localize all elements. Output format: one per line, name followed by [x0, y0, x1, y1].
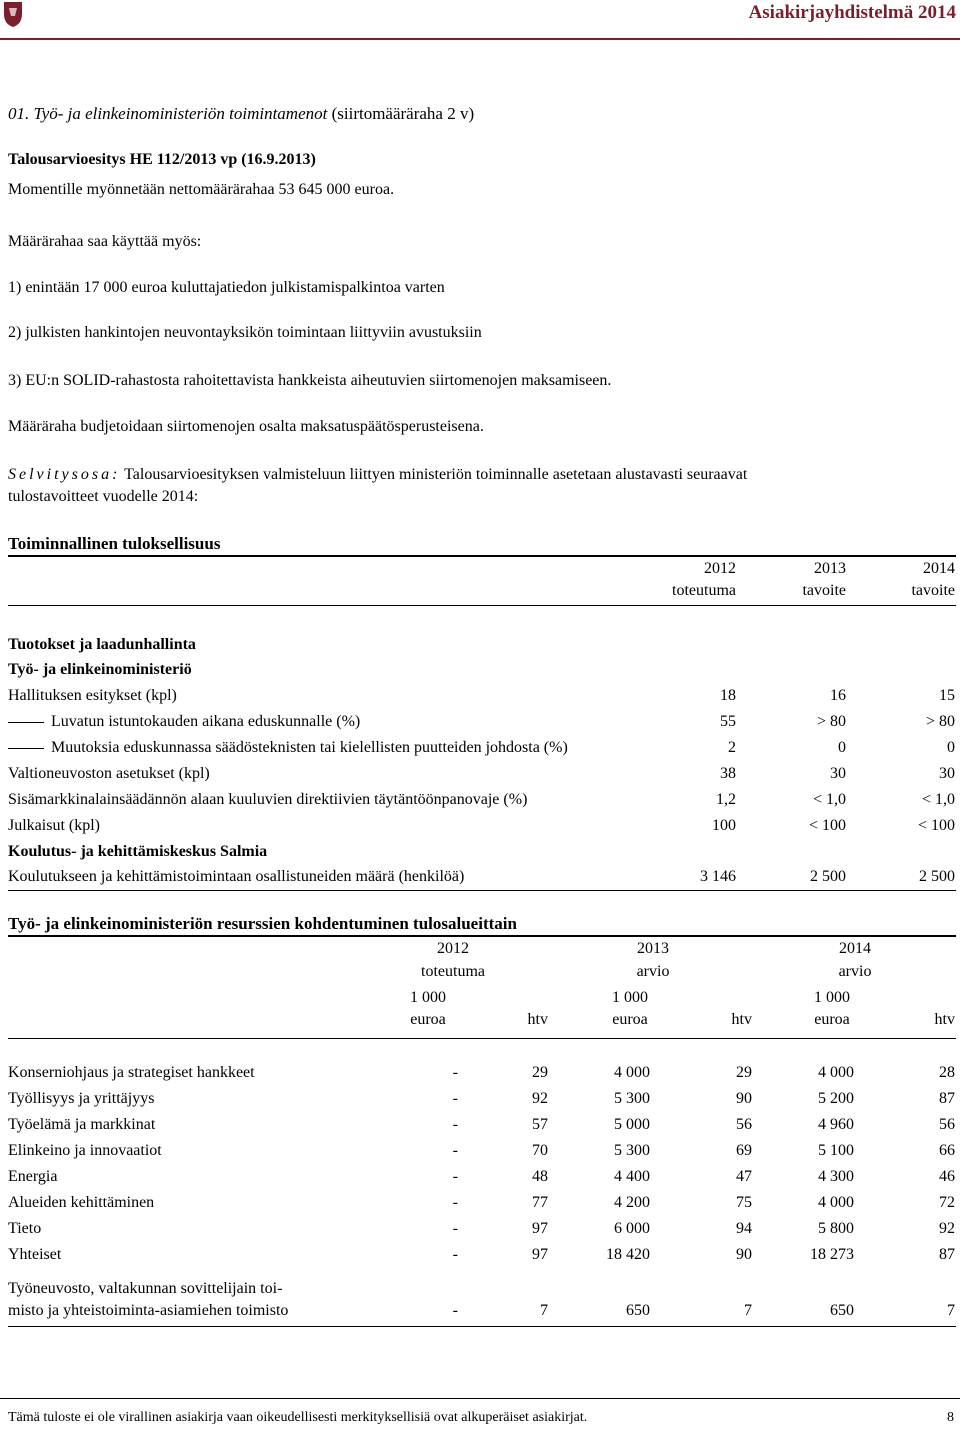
table1-col2-label: tavoite	[802, 582, 846, 599]
table-cell: -	[452, 1194, 458, 1211]
table-cell: 4 000	[818, 1064, 854, 1081]
table-cell: 5 200	[818, 1090, 854, 1107]
table-row-label: Julkaisut (kpl)	[8, 817, 100, 834]
table-cell: 29	[736, 1064, 752, 1081]
table-cell: 4 400	[614, 1168, 650, 1185]
unit-htv: htv	[731, 1011, 752, 1028]
selvitys-text-cont: tulostavoitteet vuodelle 2014:	[8, 488, 199, 505]
table-cell: 18	[720, 687, 736, 704]
table2-year-label: arvio	[838, 963, 872, 980]
table-row-label: Luvatun istuntokauden aikana eduskunnalle (%)	[8, 713, 360, 731]
table-cell: 5 300	[614, 1090, 650, 1107]
page-number: 8	[947, 1410, 954, 1425]
table-cell: 7	[540, 1302, 548, 1319]
table-cell: 100	[712, 817, 736, 834]
section-heading	[8, 104, 474, 124]
table2-bottom-rule	[8, 1326, 956, 1327]
table-cell: 4 300	[818, 1168, 854, 1185]
selvitys-label: Selvitysosa:	[8, 466, 121, 483]
table1-col3-year: 2014	[923, 560, 955, 577]
table-cell: 0	[838, 739, 846, 756]
table-cell: 56	[736, 1116, 752, 1133]
table-cell: 2 500	[919, 868, 955, 885]
table-cell: 4 200	[614, 1194, 650, 1211]
paragraph: 2) julkisten hankintojen neuvontayksikön toimintaan liittyviin avustuksiin	[8, 324, 482, 341]
table-cell: -	[452, 1116, 458, 1133]
table-cell: 16	[830, 687, 846, 704]
table2-header-rule	[8, 1038, 956, 1039]
table-cell: 4 000	[818, 1194, 854, 1211]
table2-year: 2013	[637, 940, 669, 957]
table-row-label: Elinkeino ja innovaatiot	[8, 1142, 162, 1159]
table-cell: 69	[736, 1142, 752, 1159]
table-cell: 66	[939, 1142, 955, 1159]
table-cell: < 1,0	[921, 791, 955, 808]
table2-year: 2014	[839, 940, 871, 957]
unit-euro: euroa	[410, 1011, 446, 1028]
table-cell: 6 000	[614, 1220, 650, 1237]
table-row-label: Hallituksen esitykset (kpl)	[8, 687, 177, 704]
table1-header-rule	[8, 605, 956, 606]
table-cell: 56	[939, 1116, 955, 1133]
table-row-label: Muutoksia eduskunnassa säädösteknisten tai kielellisten puutteiden johdosta (%)	[8, 739, 568, 757]
table-cell: < 1,0	[812, 791, 846, 808]
table-cell: 94	[736, 1220, 752, 1237]
unit-euro: euroa	[814, 1011, 850, 1028]
section-title: Työ- ja elinkeinoministeriön toimintamenot	[33, 104, 328, 123]
table-cell: > 80	[925, 713, 955, 730]
dash-marker	[8, 722, 44, 723]
table-cell: 5 000	[614, 1116, 650, 1133]
table-cell: -	[452, 1090, 458, 1107]
table-cell: 0	[947, 739, 955, 756]
table-cell: 30	[830, 765, 846, 782]
table1-col1-label: toteutuma	[672, 582, 736, 599]
section-suffix: (siirtomääräraha 2 v)	[327, 104, 475, 123]
table-cell: 18 420	[606, 1246, 650, 1263]
table2-year-label: arvio	[636, 963, 670, 980]
table-cell: -	[452, 1064, 458, 1081]
table-row-label: Koulutukseen ja kehittämistoimintaan osallistuneiden määrä (henkilöä)	[8, 868, 465, 885]
section-number: 01.	[8, 104, 34, 123]
table-cell: 2 500	[810, 868, 846, 885]
table-row-label: Yhteiset	[8, 1246, 62, 1263]
proposal-title: Talousarvioesitys HE 112/2013 vp (16.9.2013)	[8, 151, 316, 168]
table-cell: 75	[736, 1194, 752, 1211]
table-cell: 90	[736, 1246, 752, 1263]
table-cell: 57	[532, 1116, 548, 1133]
table-row-label: Tieto	[8, 1220, 42, 1237]
paragraph: 1) enintään 17 000 euroa kuluttajatiedon julkistamispalkintoa varten	[8, 279, 445, 296]
table-cell: 1,2	[716, 791, 736, 808]
coat-of-arms-icon	[2, 0, 24, 28]
paragraph: Määräraha budjetoidaan siirtomenojen osalta maksatuspäätösperusteisena.	[8, 418, 484, 435]
table-cell: 72	[939, 1194, 955, 1211]
header-divider	[0, 38, 960, 40]
table-cell: 90	[736, 1090, 752, 1107]
table-cell: -	[452, 1246, 458, 1263]
table-row-label: misto ja yhteistoiminta-asiamiehen toimisto	[8, 1302, 289, 1319]
unit-htv: htv	[934, 1011, 955, 1028]
table-cell: 77	[532, 1194, 548, 1211]
table-row-label: Työelämä ja markkinat	[8, 1116, 156, 1133]
paragraph: Määrärahaa saa käyttää myös:	[8, 233, 202, 250]
table-cell: 87	[939, 1090, 955, 1107]
table-cell: 92	[939, 1220, 955, 1237]
table2-year: 2012	[437, 940, 469, 957]
table-cell: -	[452, 1220, 458, 1237]
table-row-label: Sisämarkkinalainsäädännön alaan kuuluvien direktiivien täytäntöönpanovaje (%)	[8, 791, 528, 808]
table-cell: 70	[532, 1142, 548, 1159]
table2-top-rule	[8, 935, 956, 937]
table-cell: 2	[728, 739, 736, 756]
table1-bottom-rule	[8, 890, 956, 891]
table2-title: Työ- ja elinkeinoministeriön resurssien kohdentuminen tulosalueittain	[8, 914, 517, 933]
table-cell: 48	[532, 1168, 548, 1185]
table-cell: 650	[830, 1302, 854, 1319]
table-cell: -	[452, 1302, 458, 1319]
table-cell: < 100	[917, 817, 955, 834]
table-cell: 28	[939, 1064, 955, 1081]
dash-marker	[8, 748, 44, 749]
table-cell: 7	[947, 1302, 955, 1319]
table-cell: < 100	[808, 817, 846, 834]
table-cell: 92	[532, 1090, 548, 1107]
table-cell: 5 800	[818, 1220, 854, 1237]
table-row-label: Työneuvosto, valtakunnan sovittelijain toi-	[8, 1280, 283, 1297]
unit-thousand: 1 000	[814, 989, 850, 1006]
table-cell: 7	[744, 1302, 752, 1319]
paragraph: Momentille myönnetään nettomäärärahaa 53 645 000 euroa.	[8, 181, 395, 198]
table-cell: 3 146	[700, 868, 736, 885]
table-cell: 97	[532, 1246, 548, 1263]
table-cell: 30	[939, 765, 955, 782]
table1-col2-year: 2013	[814, 560, 846, 577]
paragraph: 3) EU:n SOLID-rahastosta rahoitettavista hankkeista aiheutuvien siirtomenojen maksamiseen.	[8, 372, 612, 389]
table-row-label: Alueiden kehittäminen	[8, 1194, 155, 1211]
table-cell: 87	[939, 1246, 955, 1263]
table-cell: 15	[939, 687, 955, 704]
unit-thousand: 1 000	[612, 989, 648, 1006]
table-cell: 5 100	[818, 1142, 854, 1159]
unit-htv: htv	[527, 1011, 548, 1028]
table-cell: > 80	[816, 713, 846, 730]
document-header-title: Asiakirjayhdistelmä 2014	[748, 2, 956, 23]
table-cell: 650	[626, 1302, 650, 1319]
table-cell: -	[452, 1168, 458, 1185]
table-cell: -	[452, 1142, 458, 1159]
unit-thousand: 1 000	[410, 989, 446, 1006]
footer-rule	[0, 1398, 960, 1399]
table1-title: Toiminnallinen tuloksellisuus	[8, 534, 221, 553]
selvitys-text: Talousarvioesityksen valmisteluun liittyen ministeriön toiminnalle asetetaan alustavasti seuraavat	[120, 466, 748, 483]
table1-group: Koulutus- ja kehittämiskeskus Salmia	[8, 843, 268, 860]
table-cell: 46	[939, 1168, 955, 1185]
table-cell: 38	[720, 765, 736, 782]
table-cell: 5 300	[614, 1142, 650, 1159]
unit-euro: euroa	[612, 1011, 648, 1028]
table-cell: 4 000	[614, 1064, 650, 1081]
table-row-label: Työllisyys ja yrittäjyys	[8, 1090, 155, 1107]
table1-group: Tuotokset ja laadunhallinta	[8, 636, 196, 653]
table-row-label: Valtioneuvoston asetukset (kpl)	[8, 765, 210, 782]
footer-disclaimer: Tämä tuloste ei ole virallinen asiakirja vaan oikeudellisesti merkityksellisiä ovat alkuperäiset asiakirjat.	[8, 1410, 588, 1425]
table-row-label: Energia	[8, 1168, 58, 1185]
table-cell: 4 960	[818, 1116, 854, 1133]
table1-top-rule	[8, 555, 956, 557]
table-cell: 97	[532, 1220, 548, 1237]
table-row-label: Konserniohjaus ja strategiset hankkeet	[8, 1064, 255, 1081]
selvitys-paragraph	[8, 466, 747, 484]
table-cell: 55	[720, 713, 736, 730]
table1-group: Työ- ja elinkeinoministeriö	[8, 661, 192, 678]
table-cell: 29	[532, 1064, 548, 1081]
table1-col3-label: tavoite	[911, 582, 955, 599]
table-cell: 47	[736, 1168, 752, 1185]
table2-year-label: toteutuma	[421, 963, 485, 980]
table1-col1-year: 2012	[704, 560, 736, 577]
table-cell: 18 273	[810, 1246, 854, 1263]
